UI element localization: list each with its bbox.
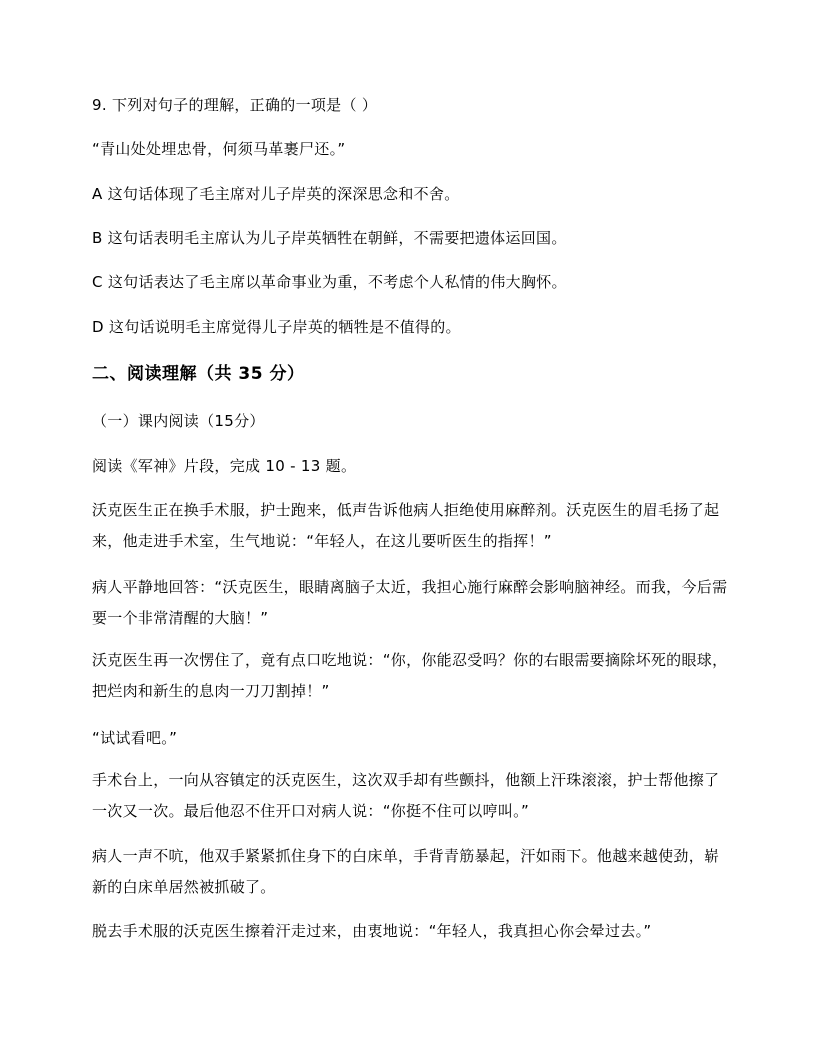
section-2-heading: 二、阅读理解（共 35 分） — [92, 364, 305, 384]
passage-paragraph: 沃克医生再一次愣住了，竟有点口吃地说：“你，你能忍受吗？你的右眼需要摘除坏死的眼球，把烂肉和新生的息肉一刀刀割掉！” — [92, 651, 728, 700]
option-d: D 这句话说明毛主席觉得儿子岸英的牺牲是不值得的。 — [92, 318, 461, 336]
passage-paragraph: “试试看吧。” — [92, 729, 178, 747]
passage-paragraph: 手术台上，一向从容镇定的沃克医生，这次双手却有些颤抖，他额上汗珠滚滚，护士帮他擦了一次又一次。最后他忍不住开口对病人说：“你挺不住可以哼叫。” — [92, 771, 720, 820]
option-c: C 这句话表达了毛主席以革命事业为重，不考虑个人私情的伟大胸怀。 — [92, 273, 567, 291]
question-9-quote: “青山处处埋忠骨，何须马革裹尸还。” — [92, 140, 346, 158]
passage-paragraph: 沃克医生正在换手术服，护士跑来，低声告诉他病人拒绝使用麻醉剂。沃克医生的眉毛扬了起来，他走进手术室，生气地说：“年轻人，在这儿要听医生的指挥！” — [92, 501, 720, 550]
reading-intro: 阅读《军神》片段，完成 10 - 13 题。 — [92, 457, 357, 475]
passage-paragraph: 脱去手术服的沃克医生擦着汗走过来，由衷地说：“年轻人，我真担心你会晕过去。” — [92, 922, 652, 940]
passage-paragraph: 病人一声不吭，他双手紧紧抓住身下的白床单，手背青筋暴起，汗如雨下。他越来越使劲，崭新的白床单居然被抓破了。 — [92, 847, 720, 896]
passage-paragraph: 病人平静地回答：“沃克医生，眼睛离脑子太近，我担心施行麻醉会影响脑神经。而我，今后需要一个非常清醒的大脑！” — [92, 578, 728, 627]
option-a: A 这句话体现了毛主席对儿子岸英的深深思念和不舍。 — [92, 185, 460, 203]
section-sub-heading: （一）课内阅读（15分） — [92, 412, 265, 430]
option-b: B 这句话表明毛主席认为儿子岸英牺牲在朝鲜，不需要把遗体运回国。 — [92, 229, 567, 247]
question-9-prompt: 9. 下列对句子的理解，正确的一项是（ ） — [92, 96, 378, 114]
